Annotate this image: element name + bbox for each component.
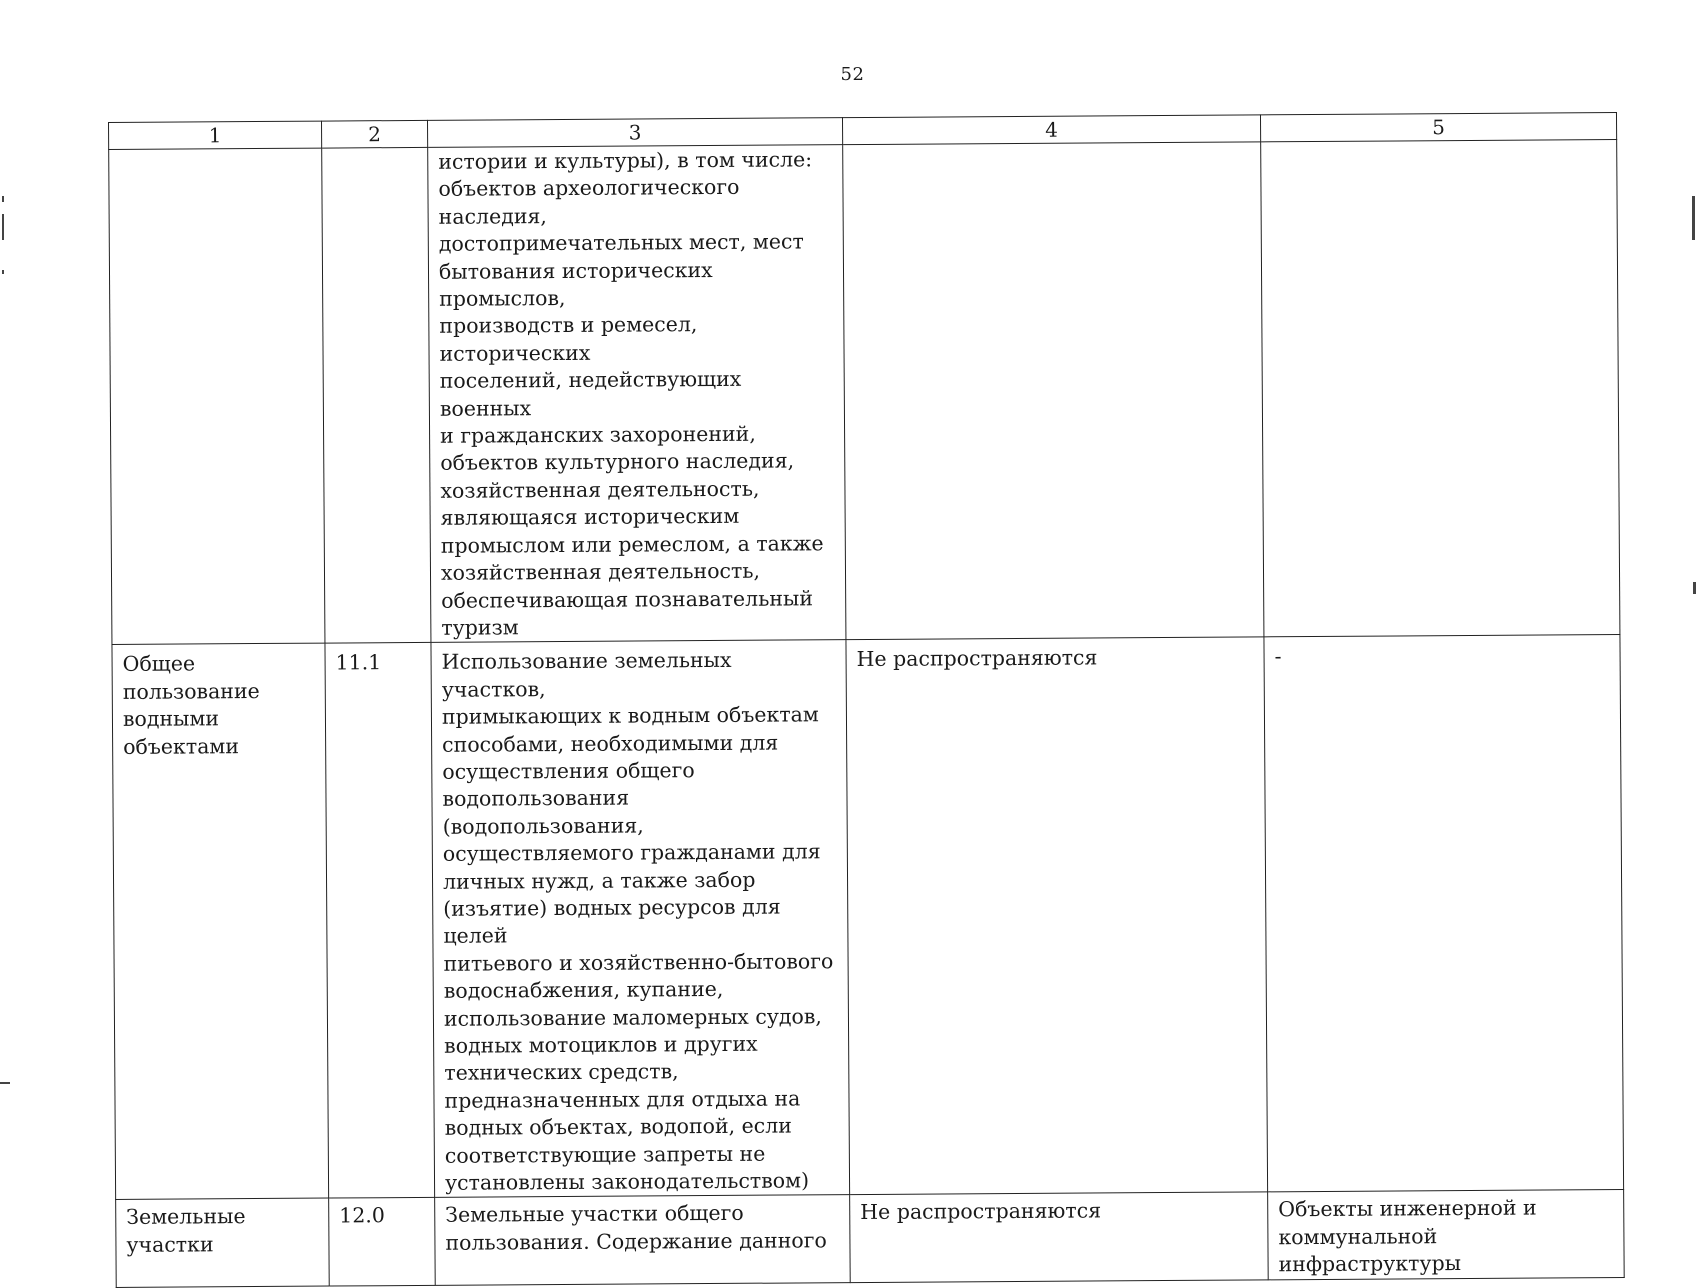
cell-restrictions (843, 142, 1264, 640)
table-row (116, 1190, 1625, 1287)
scan-mark (2, 214, 4, 240)
scan-mark (2, 196, 4, 202)
cell-restrictions: Не распространяются (846, 637, 1268, 1195)
table-row (112, 635, 1624, 1200)
cell-use-type: Земельные участки (116, 1198, 330, 1287)
page-number: 52 (840, 64, 865, 85)
cell-use-description: истории и культуры), в том числе: объектов археологического наследия, достопримечательных мест, мест бытования исторических промыслов, производств и ремесел, исторических поселений, недействующих военных и гражданских захоронений, объектов культурного наследия, хозяйственная деятельность, являющаяся историческим промыслом или ремеслом, а также хозяйственная деятельность, обеспечивающая познавательный туризм (428, 145, 846, 643)
table-row (109, 139, 1620, 644)
scan-mark (2, 270, 4, 274)
cell-use-type: Общее пользование водными объектами (112, 643, 329, 1200)
cell-use-code: 11.1 (325, 643, 435, 1199)
scan-mark (1692, 196, 1695, 240)
cell-permitted-objects (1261, 139, 1620, 637)
column-header-1: 1 (109, 121, 322, 149)
cell-restrictions: Не распространяются (850, 1192, 1269, 1282)
scan-mark (1693, 582, 1696, 594)
cell-use-type (109, 148, 325, 645)
column-header-3: 3 (427, 118, 842, 148)
cell-use-description: Земельные участки общего пользования. Содержание данного (435, 1195, 851, 1285)
column-header-2: 2 (321, 120, 427, 148)
cell-use-code: 12.0 (329, 1198, 436, 1286)
cell-use-code (322, 147, 431, 643)
cell-use-description: Использование земельных участков, примыкающих к водным объектам способами, необходимыми для осуществления общего водопользования (водопользования, осуществляемого гражданами для личных нужд, а также забор (изъятие) водных ресурсов для целей питьевого и хозяйственно-бытового водоснабжения, купание, использование маломерных судов, водных мотоциклов и других технических средств, предназначенных для отдыха на водных объектах, водопой, если соответствующие запреты не установлены законодательством) (431, 640, 850, 1198)
column-header-5: 5 (1260, 112, 1616, 141)
cell-permitted-objects: Объекты инженерной и коммунальной инфраструктуры (1268, 1190, 1625, 1280)
scan-mark (0, 1082, 10, 1084)
regulations-table (108, 112, 1625, 1288)
cell-permitted-objects: - (1264, 635, 1624, 1192)
column-header-4: 4 (842, 115, 1260, 145)
